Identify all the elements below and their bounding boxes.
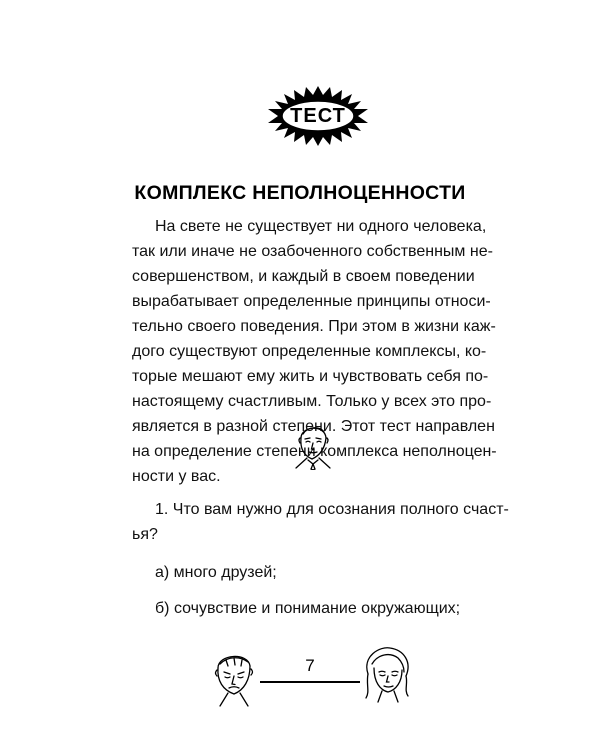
man-face-illustration xyxy=(290,420,336,475)
question-line: 1. Что вам нужно для осознания полного счаст- xyxy=(155,501,509,518)
answer-option-b: б) сочувствие и понимание окружающих; xyxy=(155,600,461,617)
text-line: ности у вас. xyxy=(132,468,221,485)
test-badge xyxy=(262,85,374,147)
text-line: торые мешают ему жить и чувствовать себя по- xyxy=(132,368,489,385)
text-line: является в разной степени. Этот тест направлен xyxy=(132,418,495,435)
text-line: На свете не существует ни одного человека, xyxy=(155,218,487,235)
badge-label: ТЕСТ xyxy=(290,104,346,127)
text-line: так или иначе не озабоченного собственным не- xyxy=(132,243,493,260)
woman-face-illustration xyxy=(360,644,414,713)
text-line: тельно своего поведения. При этом в жизни каж- xyxy=(132,318,496,335)
page-title: КОМПЛЕКС НЕПОЛНОЦЕННОСТИ xyxy=(134,182,466,204)
page-number-rule xyxy=(260,681,360,683)
text-line: вырабатывает определенные принципы относи- xyxy=(132,293,491,310)
sad-man-face-illustration xyxy=(208,648,260,713)
answer-option-a: а) много друзей; xyxy=(155,564,277,581)
page-number: 7 xyxy=(305,656,315,675)
question-line: ья? xyxy=(132,526,158,543)
text-line: настоящему счастливым. Только у всех это про- xyxy=(132,393,492,410)
text-line: совершенством, и каждый в своем поведении xyxy=(132,268,475,285)
text-line: на определение степени комплекса неполноцен- xyxy=(132,443,497,460)
text-line: дого существуют определенные комплексы, ко- xyxy=(132,343,487,360)
